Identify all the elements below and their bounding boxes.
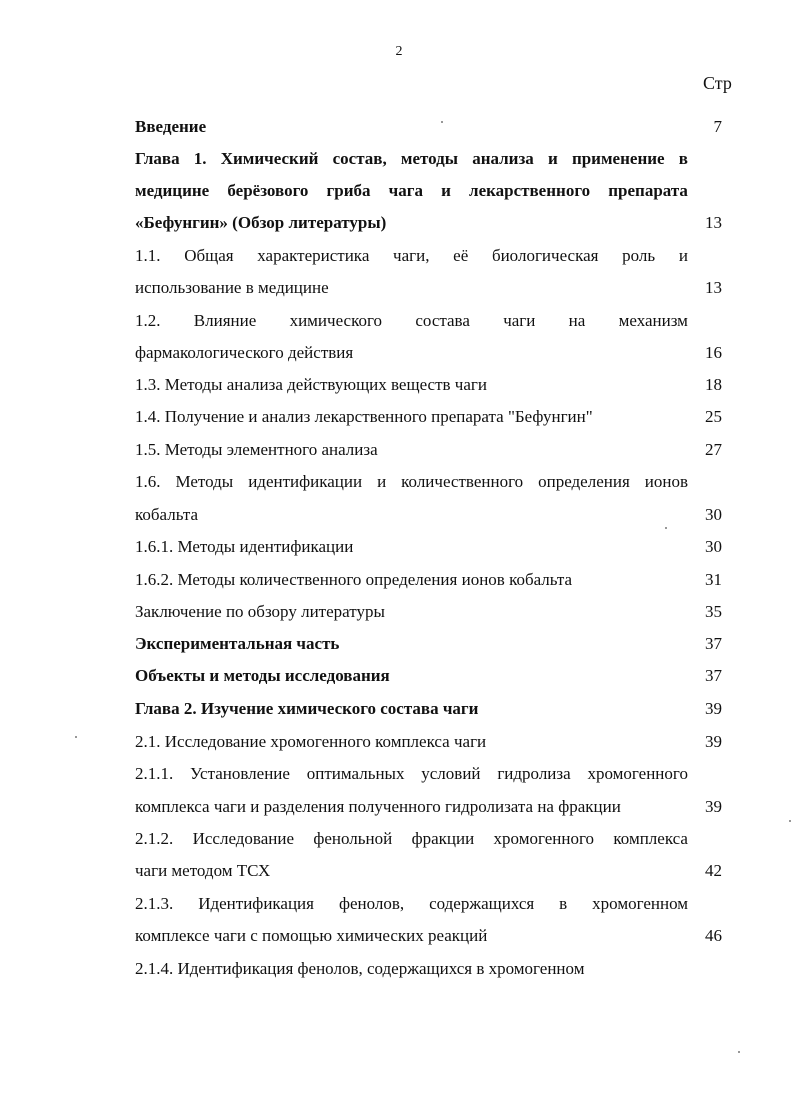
toc-entry-line: Глава 2. Изучение химического состава чаги [135, 699, 479, 718]
toc-page-number: 35 [705, 602, 722, 621]
toc-page-number: 30 [705, 505, 722, 524]
toc-page-number: 37 [705, 666, 722, 685]
toc-page-number: 39 [705, 699, 722, 718]
scan-speck [441, 121, 443, 123]
toc-entry-line: 2.1.1. Установление оптимальных условий гидролиза хромогенного [135, 764, 688, 783]
toc-entry-line: 1.6. Методы идентификации и количественного определения ионов [135, 472, 688, 491]
toc-entry-line: 1.6.1. Методы идентификации [135, 537, 354, 556]
toc-page-number: 39 [705, 732, 722, 751]
toc-entry-line: Заключение по обзору литературы [135, 602, 385, 621]
toc-page-number: 31 [705, 570, 722, 589]
toc-entry-line: кобальта [135, 505, 199, 524]
toc-page-number: 30 [705, 537, 722, 556]
scan-speck [75, 736, 77, 738]
page-column-header: Стр [703, 73, 732, 93]
toc-entry-line: Экспериментальная часть [135, 634, 340, 653]
toc-entry-line: «Бефунгин» (Обзор литературы) [135, 213, 387, 232]
toc-entry-line: медицине берёзового гриба чага и лекарственного препарата [135, 181, 688, 200]
toc-page-number: 16 [705, 343, 722, 362]
toc-entry-line: 2.1.4. Идентификация фенолов, содержащихся в хромогенном [135, 959, 585, 978]
toc-entry-line: использование в медицине [135, 278, 329, 297]
toc-entry-line: комплекса чаги и разделения полученного гидролизата на фракции [135, 797, 621, 816]
toc-page-number: 42 [705, 861, 722, 880]
toc-entry-line: 1.2. Влияние химического состава чаги на механизм [135, 311, 688, 330]
toc-page-number: 37 [705, 634, 722, 653]
toc-entry-line: 1.6.2. Методы количественного определения ионов кобальта [135, 570, 573, 589]
scan-speck [789, 820, 791, 822]
page-number: 2 [395, 44, 403, 59]
toc-entry-line: 2.1.2. Исследование фенольной фракции хромогенного комплекса [135, 829, 688, 848]
toc-page-number: 13 [705, 213, 722, 232]
toc-entry-line: 2.1. Исследование хромогенного комплекса чаги [135, 732, 487, 751]
toc-page-number: 7 [713, 117, 722, 136]
toc-page-number: 13 [705, 278, 722, 297]
toc-page-number: 25 [705, 407, 722, 426]
toc-page-number: 18 [705, 375, 722, 394]
toc-entry-line: 1.3. Методы анализа действующих веществ чаги [135, 375, 487, 394]
toc-page-number: 27 [705, 440, 722, 459]
toc-page-number: 39 [705, 797, 722, 816]
toc-entry-line: Введение [135, 117, 207, 136]
scan-speck [738, 1051, 740, 1053]
scan-speck [665, 527, 667, 529]
toc-entry-line: 1.4. Получение и анализ лекарственного препарата "Бефунгин" [135, 407, 593, 426]
toc-entry-line: фармакологического действия [135, 343, 354, 362]
toc-entry-line: 1.1. Общая характеристика чаги, её биологическая роль и [135, 246, 688, 265]
toc-entry-line: 1.5. Методы элементного анализа [135, 440, 378, 459]
toc-entry-line: чаги методом ТСХ [135, 861, 271, 880]
toc-entry-line: Объекты и методы исследования [135, 666, 390, 685]
toc-entry-line: комплексе чаги с помощью химических реакций [135, 926, 488, 945]
toc-entry-line: Глава 1. Химический состав, методы анализа и применение в [135, 149, 688, 168]
toc-page-number: 46 [705, 926, 722, 945]
toc-entry-line: 2.1.3. Идентификация фенолов, содержащихся в хромогенном [135, 894, 688, 913]
